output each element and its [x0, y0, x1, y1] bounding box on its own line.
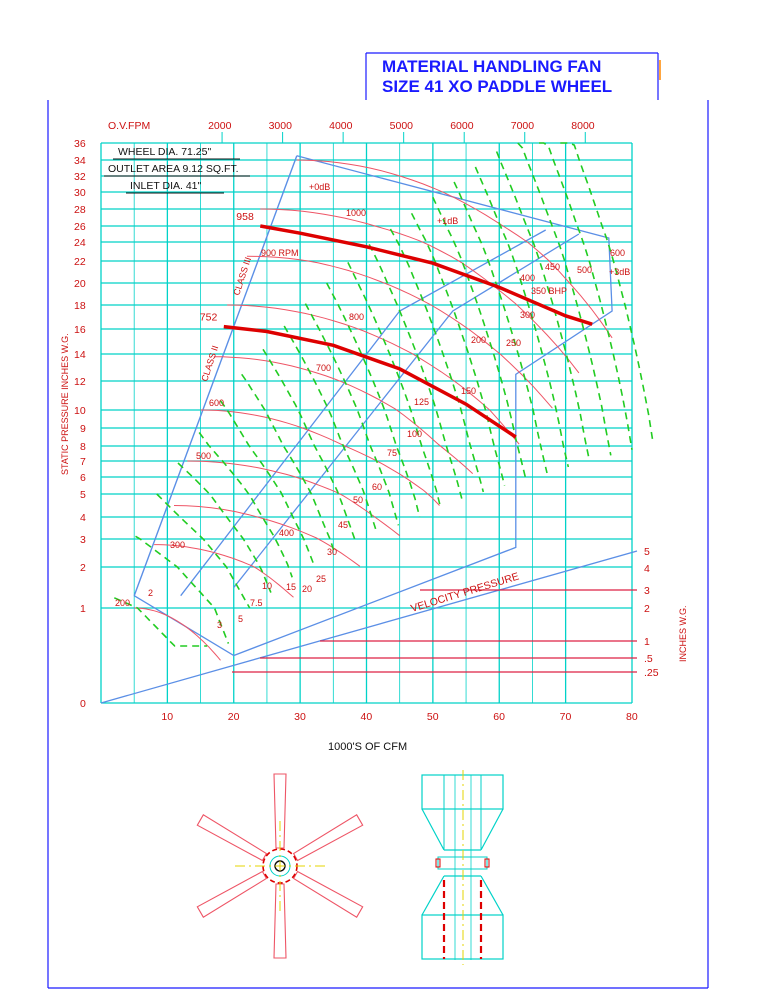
x-tick-label: 80 [626, 711, 638, 723]
bhp-curve [518, 143, 611, 455]
y-tick-label: 9 [80, 423, 86, 435]
blade-shape [197, 870, 267, 917]
chart-grid [101, 143, 632, 703]
y-tick-label: 4 [80, 512, 86, 524]
title-line-2: SIZE 41 XO PADDLE WHEEL [382, 77, 613, 96]
top-axis-title: O.V.FPM [108, 120, 151, 132]
y-tick-label: 1 [80, 603, 86, 615]
db-label: +0dB [309, 182, 331, 192]
bhp-label: 75 [387, 448, 398, 458]
wheel-blade [293, 870, 363, 917]
bhp-curves [114, 143, 653, 646]
vp-tick-label: 3 [644, 585, 650, 597]
y-tick-label: 10 [74, 405, 86, 417]
db-label: +3dB [609, 267, 631, 277]
rpm-curve [134, 608, 223, 660]
rpm-curve [297, 160, 612, 338]
y-tick-label: 24 [74, 237, 86, 249]
rpm-label: 900 RPM [261, 248, 299, 258]
bhp-curve [412, 213, 505, 485]
bhp-label: 7.5 [250, 598, 263, 608]
top-tick-label: 8000 [571, 120, 595, 132]
vp-tick-label: .25 [644, 667, 659, 679]
wheel-blade [197, 815, 267, 862]
y-tick-label: 5 [80, 489, 86, 501]
top-tick-label: 3000 [268, 120, 292, 132]
vp-tick-label: .5 [644, 653, 653, 665]
top-tick-label: 6000 [450, 120, 474, 132]
y-tick-label: 7 [80, 456, 86, 468]
x-tick-label: 60 [493, 711, 505, 723]
vp-label: VELOCITY PRESSURE [409, 570, 521, 615]
y-tick-label: 20 [74, 278, 86, 290]
y-tick-label: 30 [74, 187, 86, 199]
title-block [366, 53, 660, 100]
bhp-label: 500 [577, 265, 593, 275]
bhp-label: 30 [327, 547, 338, 557]
wheel-blade [197, 870, 267, 917]
bhp-label: 300 [520, 310, 536, 320]
y-tick-label: 16 [74, 324, 86, 336]
rpm-label: 400 [279, 528, 295, 538]
bhp-label: 25 [316, 574, 327, 584]
y-tick-label: 32 [74, 171, 86, 183]
bhp-label: 60 [372, 482, 383, 492]
y-tick-label: 2 [80, 562, 86, 574]
rpm-label: 700 [316, 363, 332, 373]
blade-shape [197, 815, 267, 862]
bhp-label: 600 [610, 248, 626, 258]
bhp-curve [157, 494, 250, 608]
bhp-label: 400 [520, 273, 536, 283]
bhp-curve [199, 433, 295, 578]
rpm-label: 600 [209, 398, 225, 408]
y-tick-label: 3 [80, 534, 86, 546]
x-tick-label: 40 [360, 711, 373, 723]
x-tick-label: 30 [294, 711, 306, 723]
y-tick-label: 6 [80, 472, 86, 484]
x-tick-label: 50 [426, 711, 439, 723]
rpm-curve [154, 545, 293, 598]
rpm-label: 1000 [346, 208, 367, 218]
x-axis-title: 1000'S OF CFM [328, 741, 408, 753]
envelope-left-edge [134, 156, 297, 596]
y-tick-label: 34 [74, 155, 86, 167]
bhp-label: 150 [461, 386, 477, 396]
info-outlet-area: OUTLET AREA 9.12 SQ.FT. [108, 163, 239, 175]
highlight-label-752: 752 [199, 311, 218, 324]
top-tick-label: 7000 [510, 120, 535, 132]
highlight-label-958: 958 [236, 211, 254, 223]
db-label: +1dB [437, 216, 459, 226]
class-ii-label: CLASS II [199, 344, 221, 383]
envelope-outline [134, 156, 612, 656]
top-tick-label: 5000 [389, 120, 414, 132]
bhp-label: 100 [407, 429, 423, 439]
info-wheel-dia: WHEEL DIA. 71.25" [118, 146, 212, 158]
top-tick-label: 4000 [329, 120, 353, 132]
y-tick-label: 14 [74, 349, 86, 361]
paddle-wheel-side-view [422, 770, 503, 965]
bhp-label: 3 [217, 620, 223, 630]
title-line-1: MATERIAL HANDLING FAN [382, 57, 602, 76]
bhp-label: 250 [506, 338, 522, 348]
y-tick-label: 22 [74, 256, 86, 268]
info-inlet-dia: INLET DIA. 41" [130, 180, 202, 192]
rpm-curve [187, 461, 399, 536]
rpm-label: 300 [170, 540, 186, 550]
vp-tick-label: 4 [644, 563, 650, 575]
y-tick-label: 36 [74, 138, 86, 150]
y-tick-label: 12 [74, 376, 86, 388]
paddle-wheel-front-view [197, 774, 362, 958]
info-box [104, 146, 250, 193]
velocity-pressure [101, 546, 659, 703]
y-tick-label: 26 [74, 221, 86, 233]
vp-tick-label: 5 [644, 546, 650, 558]
bhp-label: 450 [545, 262, 561, 272]
vp-tick-label: 2 [644, 603, 650, 615]
x-tick-label: 10 [161, 711, 174, 723]
blade-shape [293, 870, 363, 917]
x-tick-label: 70 [559, 711, 572, 723]
class-iii-label: CLASS III [231, 255, 254, 297]
y-tick-label: 0 [80, 698, 86, 710]
vp-tick-label: 1 [644, 636, 650, 648]
bhp-label: 5 [238, 614, 244, 624]
bhp-label: 10 [262, 581, 273, 591]
rpm-label: 200 [115, 598, 131, 608]
bhp-label: 15 [286, 582, 297, 592]
right-axis-title: INCHES W.G. [678, 605, 688, 662]
bhp-label: 350 BHP [531, 286, 568, 296]
y-tick-label: 8 [80, 441, 86, 453]
bhp-label: 2 [148, 588, 154, 598]
bhp-label: 125 [414, 397, 430, 407]
top-tick-label: 2000 [208, 120, 232, 132]
bhp-label: 45 [338, 520, 349, 530]
rpm-label: 800 [349, 312, 365, 322]
blade-shape [293, 815, 363, 862]
bhp-label: 200 [471, 335, 487, 345]
y-tick-label: 28 [74, 204, 86, 216]
bhp-label: 20 [302, 584, 313, 594]
y-tick-label: 18 [74, 300, 86, 312]
velocity-pressure-line [101, 551, 637, 703]
bhp-label: 50 [353, 495, 364, 505]
bhp-curve [539, 143, 632, 450]
rpm-label: 500 [196, 451, 212, 461]
x-tick-label: 20 [227, 711, 240, 723]
y-axis-title: STATIC PRESSURE INCHES W.G. [60, 333, 70, 475]
class-envelope [134, 156, 612, 656]
wheel-blade [293, 815, 363, 862]
